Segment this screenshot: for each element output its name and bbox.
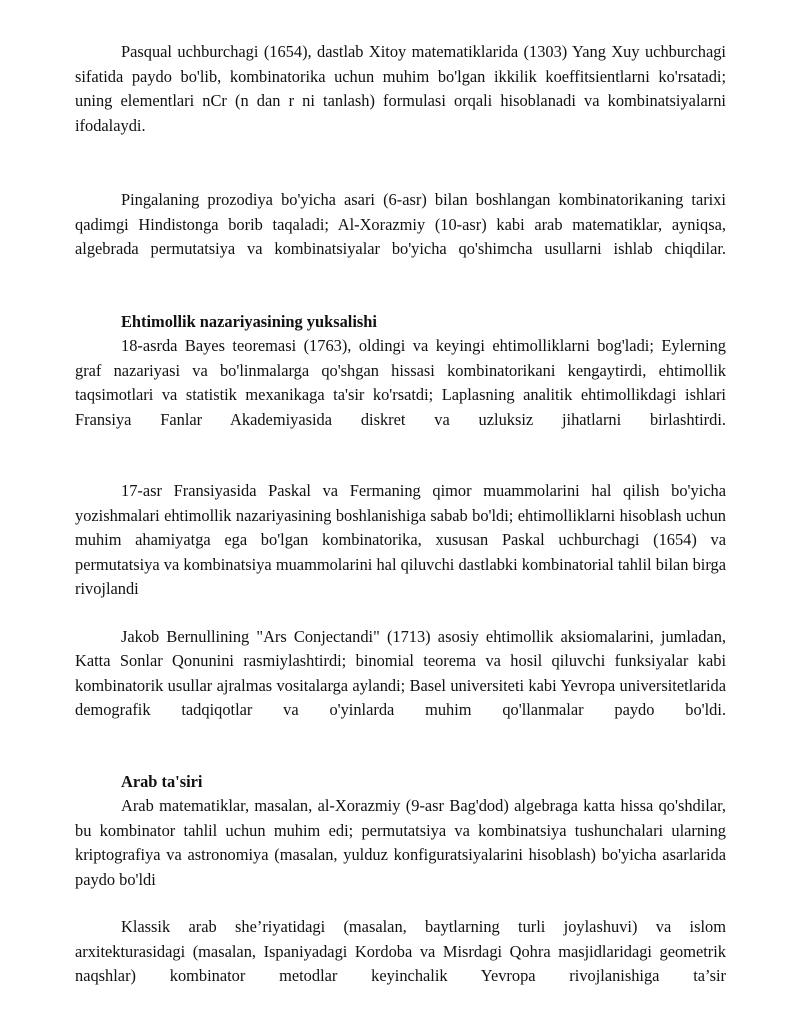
- paragraph-arab-mathematicians: Arab matematiklar, masalan, al-Xorazmiy (9-asr Bag'dod) algebraga katta hissa qo'shdilar, bu kombinator tahlil uchun muhim edi; permutatsiya va kombinatsiya tushunchalari ularning kriptografiya va astronomiya (masalan, yulduz konfiguratsiyalarini hisoblash) bo'yicha asarlarida paydo bo'ldi: [75, 796, 726, 889]
- paragraph-pascal-triangle: Pasqual uchburchagi (1654), dastlab Xitoy matematiklarida (1303) Yang Xuy uchburchagi sifatida paydo bo'lib, kombinatorika uchun muhim bo'lgan ikkilik koeffitsientlarni ko'rsatadi; uning elementlari nCr (n dan r ni tanlash) formulasi orqali hisoblanadi va kombinatsiyalarni ifodalaydi.: [75, 42, 726, 135]
- paragraph-pascal-fermat: 17-asr Fransiyasida Paskal va Fermaning qimor muammolarini hal qilish bo'yicha yozishmalari ehtimollik nazariyasining boshlanishiga sabab bo'ldi; ehtimolliklarni hisoblash uchun muhim ahamiyatga ega bo'lgan kombinatorika, xususan Paskal uchburchagi (1654) va permutatsiya va kombinatsiya muammolarini hal qiluvchi dastlabki kombinatorial tahlil bilan birga rivojlandi: [75, 481, 726, 598]
- heading-probability-rise: Ehtimollik nazariyasining yuksalishi: [121, 311, 377, 331]
- heading-arab-influence: Arab ta'siri: [121, 771, 203, 791]
- paragraph-bernoulli: Jakob Bernullining "Ars Conjectandi" (1713) asosiy ehtimollik aksiomalarini, jumladan, Katta Sonlar Qonunini rasmiylashtirdi; binomial teorema va hosil qiluvchi funksiyalar kabi kombinatorik usullar ajralmas vositalarga aylandi; Basel universiteti kabi Yevropa universitetlarida demografik tadqiqotlar va o'yinlarda muhim qo'llanmalar paydo bo'ldi.: [75, 626, 726, 719]
- paragraph-arab-poetry-architecture: Klassik arab she’riyatidagi (masalan, baytlarning turli joylashuvi) va islom arxitekturasidagi (masalan, Ispaniyadagi Kordoba va Misrdagi Qohra masjidlaridagi geometrik naqshlar) kombinator metodlar keyinchalik Yevropa rivojlanishiga ta’sir: [75, 917, 726, 985]
- document-page: [75, 40, 726, 989]
- paragraph-pingala-history: Pingalaning prozodiya bo'yicha asari (6-asr) bilan boshlangan kombinatorikaning tarixi qadimgi Hindistonga borib taqaladi; Al-Xorazmiy (10-asr) kabi arab matematiklar, ayniqsa, algebrada permutatsiya va kombinatsiyalar bo'yicha qo'shimcha usullarni ishlab chiqdilar.: [75, 190, 726, 258]
- paragraph-bayes-euler-laplace: 18-asrda Bayes teoremasi (1763), oldingi va keyingi ehtimolliklarni bog'ladi; Eylerning graf nazariyasi va bo'linmalarga qo'shgan hissasi kombinatorikani kengaytirdi, ehtimollik taqsimotlari va statistik mexanikaga ta'sir ko'rsatdi; Laplasning analitik ehtimollikdagi ishlari Fransiya Fanlar Akademiyasida diskret va uzluksiz jihatlarni birlashtirdi.: [75, 336, 726, 429]
